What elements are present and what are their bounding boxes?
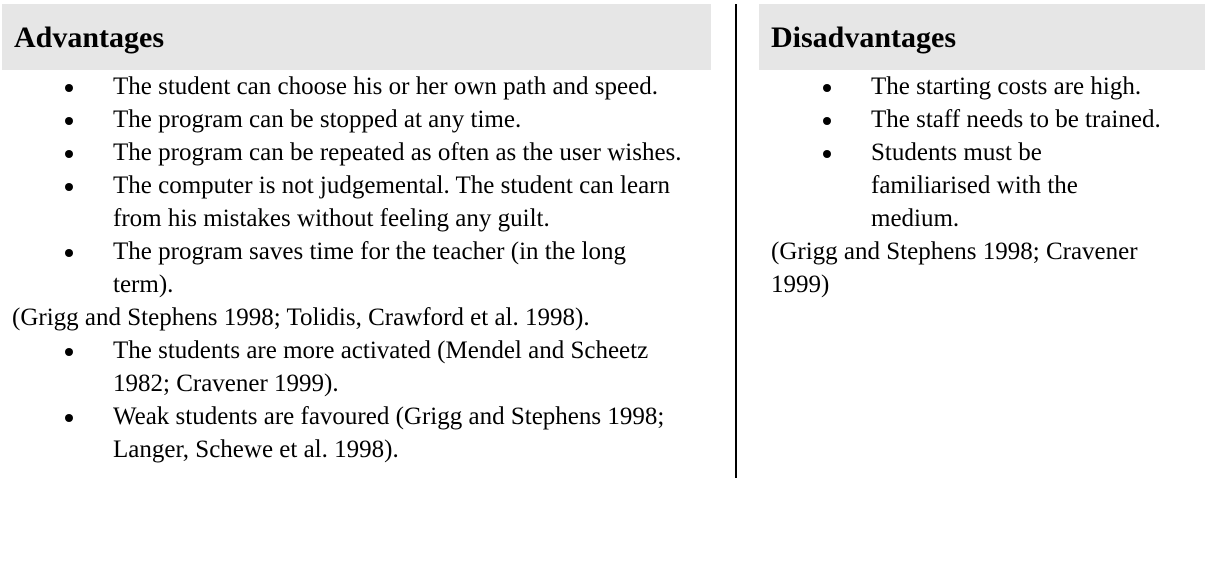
bullet-icon [65,348,73,356]
bullet-icon [65,117,73,125]
bullet-icon [65,249,73,257]
list-item: The staff needs to be trained. [759,103,1205,136]
advantages-header [2,4,711,70]
list-item: The computer is not judgemental. The student can learn from his mistakes without feeling any guilt. [2,169,711,235]
list-item: Weak students are favoured (Grigg and Stephens 1998; Langer, Schewe et al. 1998). [2,400,711,466]
bullet-icon [823,117,831,125]
list-item: The student can choose his or her own path and speed. [2,70,711,103]
column-divider [735,4,737,478]
advantages-cited-list [2,334,711,466]
bullet-icon [65,183,73,191]
advantages-title: Advantages [14,20,165,54]
disadvantages-header [759,4,1205,70]
list-item: The students are more activated (Mendel and Scheetz 1982; Cravener 1999). [2,334,711,400]
bullet-icon [65,150,73,158]
disadvantages-title: Disadvantages [771,20,957,54]
list-item: The program can be stopped at any time. [2,103,711,136]
advantages-citation: (Grigg and Stephens 1998; Tolidis, Crawford et al. 1998). [12,304,590,331]
disadvantages-list [759,70,1205,235]
advantages-column [2,4,711,466]
disadvantages-citation: (Grigg and Stephens 1998; Cravener 1999) [771,238,1138,298]
bullet-icon [823,150,831,158]
list-item: Students must be familiarised with the medium. [759,136,1205,235]
bullet-icon [65,84,73,92]
advantages-list [2,70,711,301]
bullet-icon [65,414,73,422]
bullet-icon [823,84,831,92]
list-item: The program can be repeated as often as the user wishes. [2,136,711,169]
disadvantages-column [759,4,1205,301]
list-item: The program saves time for the teacher (in the long term). [2,235,711,301]
list-item: The starting costs are high. [759,70,1205,103]
